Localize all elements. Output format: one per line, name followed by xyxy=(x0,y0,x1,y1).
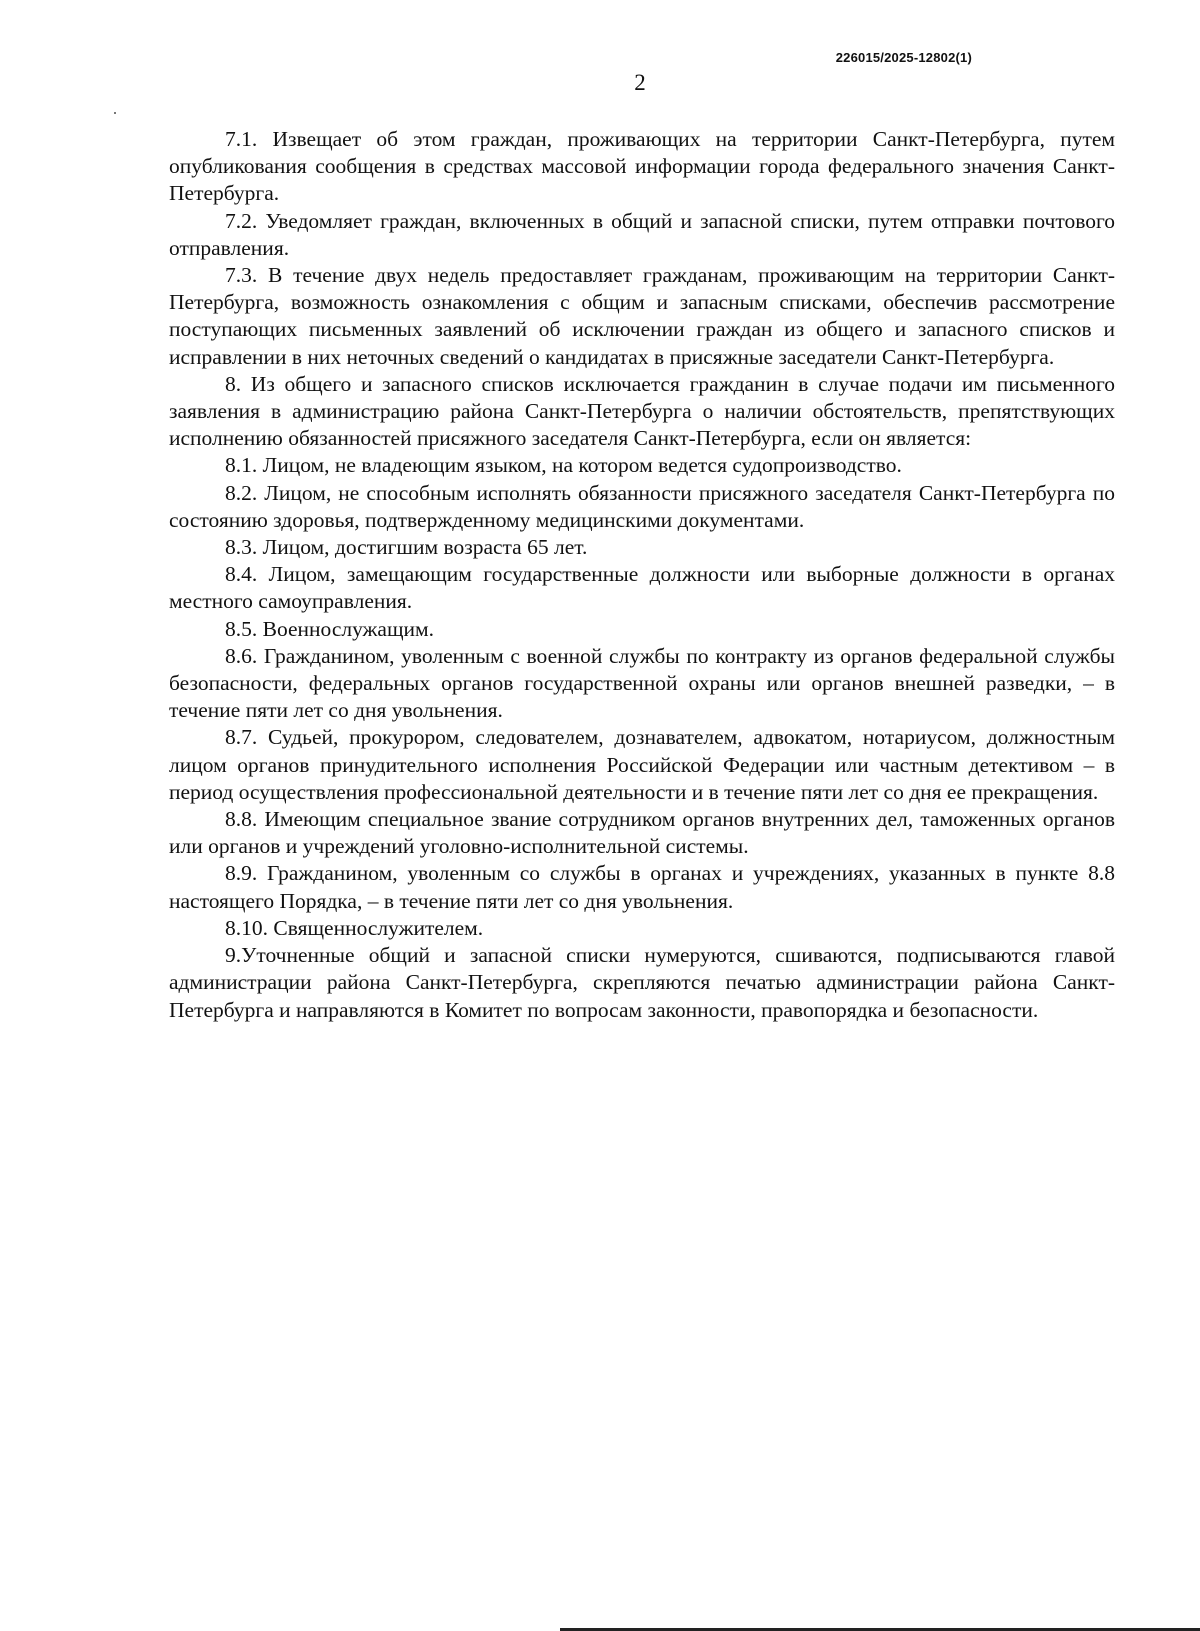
paragraph-8-4: 8.4. Лицом, замещающим государственные должности или выборные должности в органах местного самоуправления. xyxy=(169,562,1115,614)
paragraph-7-1: 7.1. Извещает об этом граждан, проживающих на территории Санкт-Петербурга, путем опубликования сообщения в средствах массовой информации города федерального значения Санкт-Петербурга. xyxy=(169,127,1115,206)
paragraph-9: 9.Уточненные общий и запасной списки нумеруются, сшиваются, подписываются главой администрации района Санкт-Петербурга, скрепляются печатью администрации района Санкт-Петербурга и направляются в Комитет по вопросам законности, правопорядка и безопасности. xyxy=(169,943,1115,1022)
page-number: 2 xyxy=(634,70,646,95)
paragraph-8-10: 8.10. Священнослужителем. xyxy=(225,915,484,940)
paragraph-8-8: 8.8. Имеющим специальное звание сотрудником органов внутренних дел, таможенных органов или органов и учреждений уголовно-исполнительной системы. xyxy=(169,807,1115,859)
paragraph-8-6: 8.6. Гражданином, уволенным с военной службы по контракту из органов федеральной службы безопасности, федеральных органов государственной охраны или органов внешней разведки, – в течение пяти лет со дня увольнения. xyxy=(169,643,1115,723)
paragraph-7-3: 7.3. В течение двух недель предоставляет гражданам, проживающим на территории Санкт-Петербурга, возможность ознакомления с общим и запасным списками, обеспечив рассмотрение поступающих письменных заявлений об исключении граждан из общего и запасного списков и исправлении в них неточных сведений о кандидатах в присяжные заседатели Санкт-Петербурга. xyxy=(169,263,1115,369)
paragraph-8-5: 8.5. Военнослужащим. xyxy=(225,616,434,641)
paragraph-7-2: 7.2. Уведомляет граждан, включенных в общий и запасной списки, путем отправки почтового отправления. xyxy=(169,208,1115,260)
scan-speck xyxy=(114,112,116,114)
document-registration-number: 226015/2025-12802(1) xyxy=(835,50,972,65)
document-body xyxy=(169,126,1115,1024)
paragraph-8-3: 8.3. Лицом, достигшим возраста 65 лет. xyxy=(225,535,588,560)
paragraph-8-1: 8.1. Лицом, не владеющим языком, на котором ведется судопроизводство. xyxy=(225,453,902,478)
paragraph-8-7: 8.7. Судьей, прокурором, следователем, дознавателем, адвокатом, нотариусом, должностным лицом органов принудительного исполнения Российской Федерации или частным детективом – в период осуществления профессиональной деятельности и в течение пяти лет со дня ее прекращения. xyxy=(169,725,1115,804)
paragraph-8: 8. Из общего и запасного списков исключается гражданин в случае подачи им письменного заявления в администрацию района Санкт-Петербурга о наличии обстоятельств, препятствующих исполнению обязанностей присяжного заседателя Санкт-Петербурга, если он является: xyxy=(169,371,1115,451)
paragraph-8-2: 8.2. Лицом, не способным исполнять обязанности присяжного заседателя Санкт-Петербурга по состоянию здоровья, подтвержденному медицинскими документами. xyxy=(169,480,1115,532)
paragraph-8-9: 8.9. Гражданином, уволенным со службы в органах и учреждениях, указанных в пункте 8.8 настоящего Порядка, – в течение пяти лет со дня увольнения. xyxy=(169,861,1115,913)
